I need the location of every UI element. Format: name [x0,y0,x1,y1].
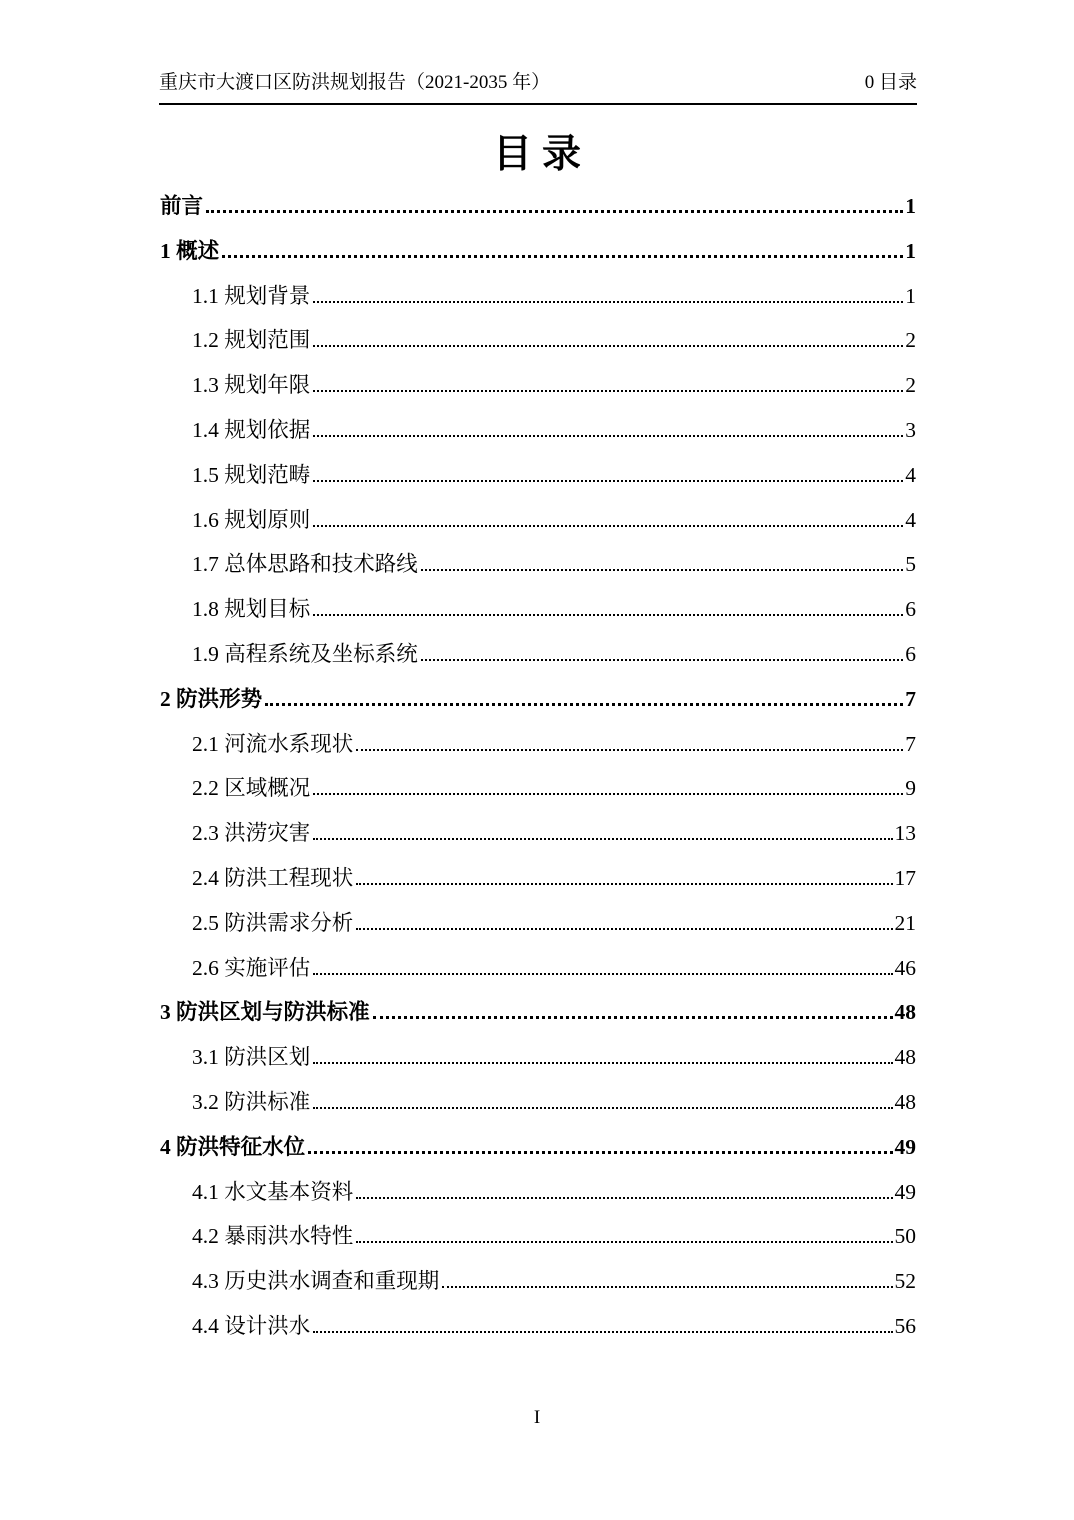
toc-entry-page: 50 [894,1224,916,1249]
dot-leader-icon [265,703,903,706]
toc-entry-page: 48 [894,1000,916,1025]
dot-leader-icon [356,1240,892,1243]
toc-entry-page: 48 [894,1089,916,1114]
toc-entry-label: 1.9 高程系统及坐标系统 [192,641,418,666]
toc-entry-label: 1.5 规划范畴 [192,462,311,487]
toc-entry[interactable] [160,999,916,1044]
toc-entry[interactable] [160,1089,916,1134]
toc-entry-label: 3.2 防洪标准 [192,1089,311,1114]
toc-entry[interactable] [160,1223,916,1268]
dot-leader-icon [206,210,903,213]
toc-entry-label: 前言 [160,194,204,218]
toc-entry[interactable] [160,1044,916,1089]
toc-entry[interactable] [160,641,916,686]
dot-leader-icon [313,300,903,303]
toc-entry-page: 3 [905,417,916,442]
toc-entry-page: 1 [905,283,916,308]
toc-entry[interactable] [160,820,916,865]
dot-leader-icon [313,344,903,347]
toc-list [160,193,916,1358]
toc-entry[interactable] [160,1313,916,1358]
toc-entry-label: 2.6 实施评估 [192,955,311,980]
toc-entry-label: 1.6 规划原则 [192,507,311,532]
toc-entry-label: 4.4 设计洪水 [192,1313,311,1338]
toc-entry[interactable] [160,1268,916,1313]
toc-entry[interactable] [160,910,916,955]
toc-entry[interactable] [160,417,916,462]
toc-entry-label: 4 防洪特征水位 [160,1134,306,1159]
dot-leader-icon [356,1196,892,1199]
toc-entry[interactable] [160,1179,916,1224]
dot-leader-icon [313,1061,892,1064]
toc-entry[interactable] [160,372,916,417]
toc-entry-page: 2 [905,373,916,398]
toc-entry[interactable] [160,955,916,1000]
dot-leader-icon [313,972,892,975]
toc-entry-label: 2 防洪形势 [160,686,263,711]
toc-entry-label: 1.1 规划背景 [192,283,311,308]
toc-entry-page: 6 [905,641,916,666]
toc-entry-page: 56 [894,1313,916,1338]
toc-entry[interactable] [160,551,916,596]
toc-entry[interactable] [160,238,916,283]
toc-entry[interactable] [160,327,916,372]
toc-entry[interactable] [160,1134,916,1179]
toc-entry[interactable] [160,731,916,776]
toc-entry[interactable] [160,193,916,238]
toc-entry[interactable] [160,507,916,552]
toc-entry-page: 5 [905,552,916,577]
toc-entry-page: 4 [905,507,916,532]
toc-entry-page: 7 [905,686,916,711]
toc-entry-page: 7 [905,731,916,756]
toc-entry-page: 13 [894,821,916,846]
toc-entry-label: 2.3 洪涝灾害 [192,821,311,846]
toc-entry-page: 49 [894,1179,916,1204]
toc-entry-page: 1 [905,194,916,218]
toc-entry-page: 4 [905,462,916,487]
toc-entry-label: 3.1 防洪区划 [192,1045,311,1070]
dot-leader-icon [308,1151,892,1154]
toc-entry-page: 17 [894,865,916,890]
toc-entry-label: 2.4 防洪工程现状 [192,865,354,890]
toc-entry-page: 48 [894,1045,916,1070]
toc-title: 目录 [492,133,591,176]
toc-entry-label: 1.3 规划年限 [192,373,311,398]
header-document-title: 重庆市大渡口区防洪规划报告（2021-2035 年） [159,72,551,93]
dot-leader-icon [373,1016,893,1019]
toc-entry-label: 1.4 规划依据 [192,417,311,442]
toc-entry-label: 4.3 历史洪水调查和重现期 [192,1269,440,1294]
toc-entry-label: 1 概述 [160,238,220,263]
toc-entry-page: 9 [905,776,916,801]
toc-entry-label: 2.1 河流水系现状 [192,731,354,756]
toc-entry-page: 49 [894,1134,916,1159]
dot-leader-icon [313,524,903,527]
toc-entry-page: 46 [894,955,916,980]
toc-entry[interactable] [160,686,916,731]
toc-entry-page: 1 [905,238,916,263]
toc-entry-label: 1.2 规划范围 [192,328,311,353]
toc-entry-page: 21 [894,910,916,935]
footer-page-number: I [533,1407,541,1428]
dot-leader-icon [313,1330,892,1333]
toc-entry[interactable] [160,283,916,328]
dot-leader-icon [313,613,903,616]
dot-leader-icon [313,837,892,840]
dot-leader-icon [313,1106,892,1109]
header-section-label: 0 目录 [864,72,917,93]
toc-entry-page: 6 [905,597,916,622]
toc-entry[interactable] [160,775,916,820]
dot-leader-icon [356,748,903,751]
dot-leader-icon [313,389,903,392]
page-footer [0,1407,1074,1429]
toc-entry-label: 2.5 防洪需求分析 [192,910,354,935]
toc-entry[interactable] [160,596,916,641]
dot-leader-icon [313,434,903,437]
dot-leader-icon [356,927,892,930]
toc-entry[interactable] [160,462,916,507]
toc-entry-label: 4.2 暴雨洪水特性 [192,1224,354,1249]
toc-entry-label: 2.2 区域概况 [192,776,311,801]
toc-entry[interactable] [160,865,916,910]
toc-entry-page: 2 [905,328,916,353]
dot-leader-icon [442,1285,892,1288]
dot-leader-icon [421,568,903,571]
dot-leader-icon [356,882,892,885]
dot-leader-icon [222,255,903,258]
dot-leader-icon [313,479,903,482]
toc-entry-label: 4.1 水文基本资料 [192,1179,354,1204]
dot-leader-icon [313,792,903,795]
page-header [159,72,917,105]
dot-leader-icon [421,658,903,661]
toc-entry-page: 52 [894,1269,916,1294]
toc-entry-label: 1.8 规划目标 [192,597,311,622]
toc-entry-label: 3 防洪区划与防洪标准 [160,1000,370,1025]
toc-entry-label: 1.7 总体思路和技术路线 [192,552,418,577]
